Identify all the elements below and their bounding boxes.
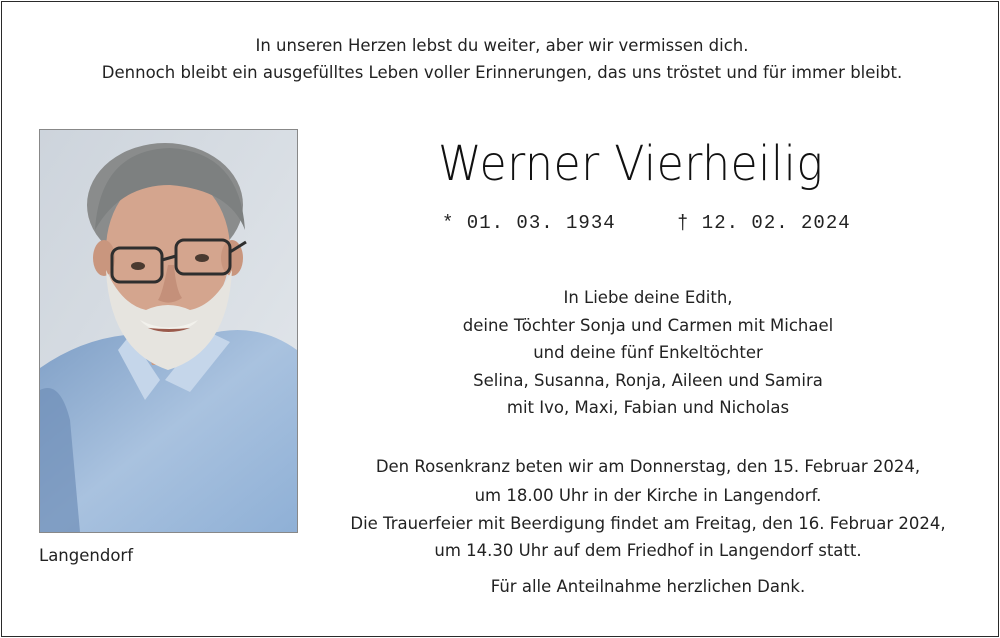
deceased-name: Werner Vierheilig [438, 136, 824, 192]
mourners-line: und deine fünf Enkeltöchter [533, 343, 763, 362]
death-date: † 12. 02. 2024 [677, 212, 851, 234]
mourners-line: In Liebe deine Edith, [563, 288, 733, 307]
portrait-illustration [40, 130, 297, 532]
place-caption: Langendorf [39, 546, 134, 565]
mourners-line: Selina, Susanna, Ronja, Aileen und Samira [473, 371, 823, 390]
birth-date: * 01. 03. 1934 [442, 212, 616, 234]
mourners-line: deine Töchter Sonja und Carmen mit Michael [462, 316, 834, 335]
motto-line-1: In unseren Herzen lebst du weiter, aber wir vermissen dich. [255, 36, 749, 55]
thanks-line: Für alle Anteilnahme herzlichen Dank. [490, 577, 806, 596]
obituary-card [1, 1, 999, 637]
mourners-line: mit Ivo, Maxi, Fabian und Nicholas [506, 398, 790, 417]
service-line: um 14.30 Uhr auf dem Friedhof in Langendorf statt. [434, 541, 862, 560]
portrait-photo [39, 129, 298, 533]
service-line: um 18.00 Uhr in der Kirche in Langendorf. [474, 486, 822, 505]
motto-line-2: Dennoch bleibt ein ausgefülltes Leben voller Erinnerungen, das uns tröstet und für immer bleibt. [101, 63, 903, 82]
service-line: Die Trauerfeier mit Beerdigung findet am Freitag, den 16. Februar 2024, [350, 514, 946, 533]
service-line: Den Rosenkranz beten wir am Donnerstag, den 15. Februar 2024, [375, 457, 921, 476]
